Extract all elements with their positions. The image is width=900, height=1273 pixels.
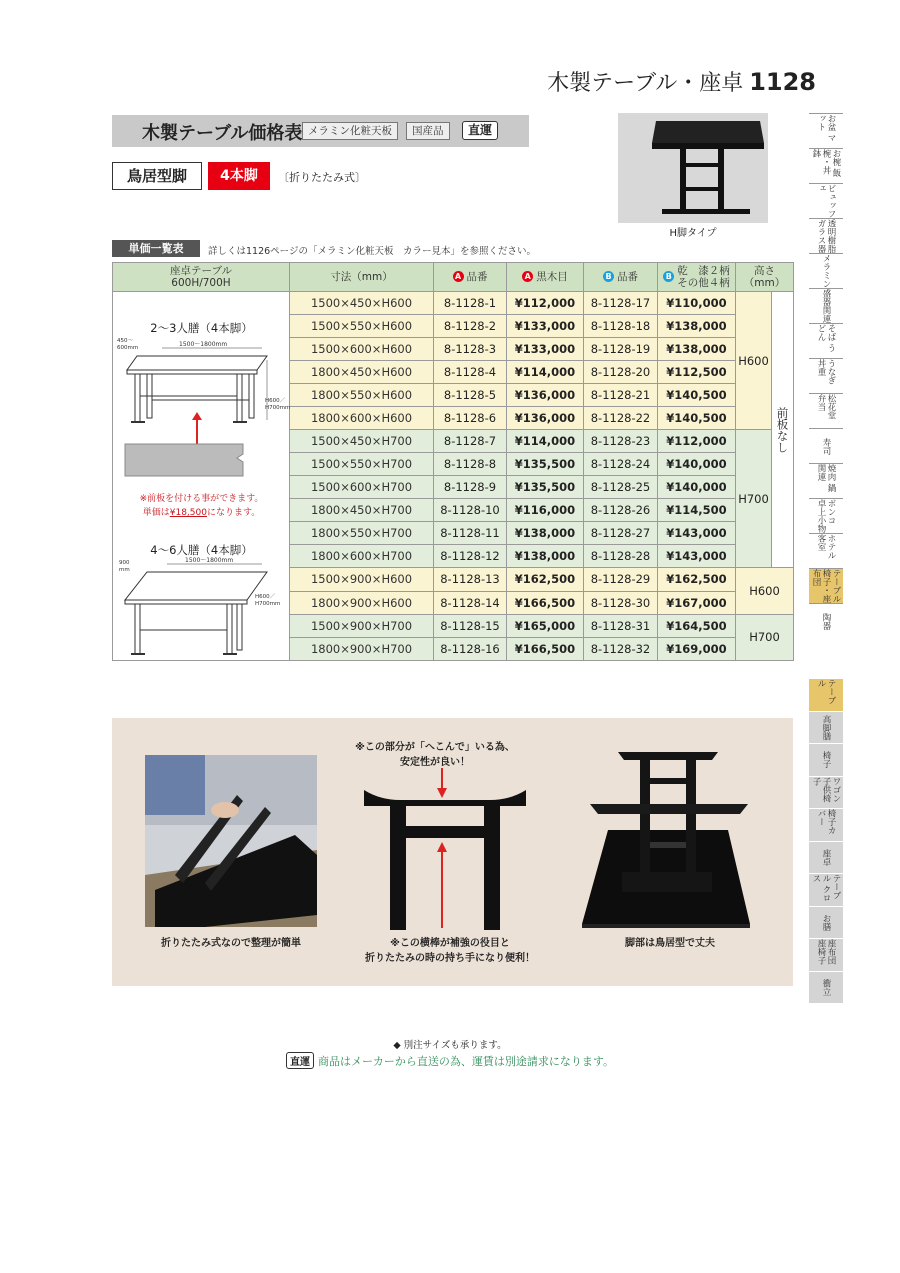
b-code-cell: 8-1128-32	[584, 638, 658, 661]
subindex-tab[interactable]: 座卓	[809, 841, 843, 874]
index-tab[interactable]: 寿司	[809, 428, 843, 463]
b-price-cell: ¥162,500	[658, 568, 736, 591]
height-dim-label-a: H600／	[265, 398, 286, 404]
b-price-cell: ¥138,000	[658, 315, 736, 338]
b-code-cell: 8-1128-31	[584, 614, 658, 637]
small-table-drawing	[117, 338, 291, 452]
no-front-board-cell: 前板なし	[772, 292, 794, 568]
a-code-cell: 8-1128-15	[434, 614, 507, 637]
dim-cell: 1800×900×H600	[290, 591, 434, 614]
page-number: 1128	[749, 68, 816, 96]
large-height-dim-label-a: H600／	[255, 594, 276, 600]
header-title: 木製テーブル・座卓	[547, 71, 744, 96]
a-price-cell: ¥165,000	[507, 614, 584, 637]
height-h600-cell-2: H600	[736, 568, 794, 614]
price-table	[112, 262, 794, 661]
a-code-cell: 8-1128-13	[434, 568, 507, 591]
a-code-cell: 8-1128-1	[434, 292, 507, 315]
melamine-tag: メラミン化粧天板	[302, 122, 398, 140]
dim-cell: 1500×550×H600	[290, 315, 434, 338]
front-board-note: ※前板を付ける事ができます。 単価は¥18,500になります。	[139, 494, 264, 518]
b-code-cell: 8-1128-17	[584, 292, 658, 315]
dim-cell: 1500×450×H600	[290, 292, 434, 315]
b-price-cell: ¥140,500	[658, 384, 736, 407]
large-depth-dim-label-a: 900	[119, 560, 130, 566]
a-price-cell: ¥166,500	[507, 638, 584, 661]
a-price-cell: ¥166,500	[507, 591, 584, 614]
a-price-cell: ¥135,500	[507, 476, 584, 499]
b-code-cell: 8-1128-27	[584, 522, 658, 545]
a-code-cell: 8-1128-10	[434, 499, 507, 522]
b-price-cell: ¥169,000	[658, 638, 736, 661]
product-illustrations	[113, 292, 290, 661]
subindex-tab[interactable]: ワゴン 子供椅子	[809, 776, 843, 809]
front-board-drawing	[125, 442, 245, 482]
dim-cell: 1800×450×H700	[290, 499, 434, 522]
header-a-price: A 黒木目	[507, 263, 584, 292]
folding-caption: 折りたたみ式なので整理が簡単	[161, 938, 301, 949]
b-price-cell: ¥110,000	[658, 292, 736, 315]
index-tab[interactable]: 陶器	[809, 603, 843, 638]
dim-cell: 1800×600×H700	[290, 545, 434, 568]
direct-ship-tag: 直運	[462, 121, 498, 140]
large-height-dim-label-b: H700mm	[255, 601, 281, 607]
dim-cell: 1500×900×H700	[290, 614, 434, 637]
a-code-cell: 8-1128-5	[434, 384, 507, 407]
index-tab[interactable]: そば うどん	[809, 323, 843, 358]
subindex-tab[interactable]: お膳	[809, 906, 843, 939]
b-price-cell: ¥140,000	[658, 476, 736, 499]
a-price-cell: ¥114,000	[507, 430, 584, 453]
subindex-tab[interactable]: 高脚膳	[809, 711, 843, 744]
b-code-cell: 8-1128-24	[584, 453, 658, 476]
b-code-cell: 8-1128-22	[584, 407, 658, 430]
table-header-row	[113, 263, 794, 292]
page-header	[547, 66, 816, 97]
height-h600-cell: H600	[736, 292, 772, 430]
a-price-cell: ¥136,000	[507, 384, 584, 407]
unit-price-label: 単価一覧表	[112, 240, 200, 257]
b-price-cell: ¥112,500	[658, 361, 736, 384]
folding-photo-illustration	[145, 755, 317, 927]
shipping-note-text: 商品はメーカーから直送の為、運賃は別途請求になります。	[318, 1055, 614, 1068]
a-code-cell: 8-1128-16	[434, 638, 507, 661]
header-product: 座卓テーブル 600H/700H	[113, 263, 290, 292]
index-tab[interactable]: 透明樹脂 ガラス器	[809, 218, 843, 253]
index-tab-active[interactable]: テーブル 椅子・座布団	[811, 569, 841, 603]
leg-count-badge: 4本脚	[208, 162, 270, 190]
header-b-price: B 乾 漆２柄 その他４柄	[658, 263, 736, 292]
h-leg-table-illustration	[618, 113, 768, 223]
recess-note: ※この部分が「へこんで」いる為、 安定性が良い！	[355, 742, 515, 768]
a-price-cell: ¥133,000	[507, 338, 584, 361]
price-list-titlebar	[112, 115, 529, 147]
table-row	[113, 292, 794, 315]
b-code-cell: 8-1128-25	[584, 476, 658, 499]
header-height: 高さ （mm）	[736, 263, 794, 292]
a-code-cell: 8-1128-2	[434, 315, 507, 338]
leg-type-title: 鳥居型脚	[112, 162, 202, 190]
width-dim-label: 1500〜1800mm	[179, 341, 228, 348]
a-code-cell: 8-1128-7	[434, 430, 507, 453]
b-price-cell: ¥164,500	[658, 614, 736, 637]
torii-leg-caption: 脚部は鳥居型で丈夫	[625, 938, 715, 949]
a-code-cell: 8-1128-4	[434, 361, 507, 384]
dim-cell: 1800×600×H600	[290, 407, 434, 430]
b-code-cell: 8-1128-18	[584, 315, 658, 338]
b-price-cell: ¥143,000	[658, 522, 736, 545]
index-tab[interactable]: 焼肉 鍋関連	[809, 463, 843, 498]
shipping-note	[0, 1052, 900, 1069]
small-table-label: 2〜3人膳（4本脚）	[150, 321, 253, 335]
a-code-cell: 8-1128-9	[434, 476, 507, 499]
a-price-cell: ¥114,000	[507, 361, 584, 384]
folding-photo	[145, 755, 317, 927]
large-table-label: 4〜6人膳（4本脚）	[150, 543, 253, 557]
direct-ship-label: 直運	[286, 1052, 314, 1069]
subindex-tab[interactable]: 椅子カバー	[809, 808, 843, 841]
b-price-cell: ¥143,000	[658, 545, 736, 568]
custom-size-note: ◆ 別注サイズも承ります。	[393, 1040, 507, 1051]
b-code-cell: 8-1128-23	[584, 430, 658, 453]
large-width-dim-label: 1500〜1800mm	[185, 557, 234, 564]
a-code-cell: 8-1128-14	[434, 591, 507, 614]
subcategory-index-tabs	[809, 678, 843, 1003]
dim-cell: 1800×450×H600	[290, 361, 434, 384]
index-tab[interactable]: 盛器関連	[809, 288, 843, 323]
b-price-cell: ¥114,500	[658, 499, 736, 522]
height-h700-cell: H700	[736, 430, 772, 568]
height-h700-cell-2: H700	[736, 614, 794, 660]
b-code-cell: 8-1128-20	[584, 361, 658, 384]
index-tab[interactable]: お椀 飯椀・丼 鉢	[809, 148, 843, 183]
category-index-tabs	[809, 113, 843, 638]
dim-cell: 1500×600×H700	[290, 476, 434, 499]
index-tab[interactable]: ビュッフェ	[809, 183, 843, 218]
a-price-cell: ¥138,000	[507, 522, 584, 545]
large-table-drawing	[117, 557, 287, 660]
subindex-tab[interactable]: 椅子	[809, 743, 843, 776]
a-code-cell: 8-1128-6	[434, 407, 507, 430]
header-a-code: A 品番	[434, 263, 507, 292]
subindex-tab[interactable]: 座布団 座椅子	[809, 938, 843, 971]
dim-cell: 1500×600×H600	[290, 338, 434, 361]
subindex-tab[interactable]: 衝立	[809, 971, 843, 1004]
b-price-cell: ¥112,000	[658, 430, 736, 453]
a-code-cell: 8-1128-11	[434, 522, 507, 545]
dim-cell: 1500×550×H700	[290, 453, 434, 476]
a-price-cell: ¥116,000	[507, 499, 584, 522]
b-code-cell: 8-1128-26	[584, 499, 658, 522]
index-tab[interactable]: 松花堂 弁当	[809, 393, 843, 428]
a-code-cell: 8-1128-3	[434, 338, 507, 361]
a-price-cell: ¥162,500	[507, 568, 584, 591]
unit-price-note: 詳しくは1126ページの「メラミン化粧天板 カラー見本」を参照ください。	[208, 246, 536, 257]
height-dim-label-b: H700mm	[265, 405, 291, 411]
b-price-cell: ¥140,000	[658, 453, 736, 476]
index-tab[interactable]: メラミン	[809, 253, 843, 288]
b-price-cell: ¥138,000	[658, 338, 736, 361]
domestic-tag: 国産品	[406, 122, 450, 140]
b-code-cell: 8-1128-28	[584, 545, 658, 568]
index-tab[interactable]: お盆 マット	[809, 113, 843, 148]
torii-leg-diagram	[360, 768, 530, 930]
large-depth-dim-label-b: mm	[119, 567, 130, 573]
torii-leg-photo	[578, 752, 760, 930]
crossbar-note: ※この横棒が補強の役目と 折りたたみの時の持ち手になり便利！	[365, 938, 535, 964]
index-tab[interactable]: ボンコ 卓上小物	[809, 498, 843, 533]
price-list-title: 木製テーブル価格表	[142, 123, 303, 144]
dim-cell: 1500×450×H700	[290, 430, 434, 453]
subindex-tab-active[interactable]: テーブル	[809, 678, 843, 711]
a-price-cell: ¥112,000	[507, 292, 584, 315]
a-price-cell: ¥138,000	[507, 545, 584, 568]
b-price-cell: ¥167,000	[658, 591, 736, 614]
dim-cell: 1500×900×H600	[290, 568, 434, 591]
a-code-cell: 8-1128-8	[434, 453, 507, 476]
a-price-cell: ¥136,000	[507, 407, 584, 430]
b-code-cell: 8-1128-21	[584, 384, 658, 407]
header-b-code: B 品番	[584, 263, 658, 292]
h-leg-table-photo	[618, 113, 768, 223]
index-tab[interactable]: ホテル 客室	[809, 533, 843, 568]
dim-cell: 1800×550×H700	[290, 522, 434, 545]
dim-cell: 1800×550×H600	[290, 384, 434, 407]
depth-dim-label-a: 450〜	[117, 338, 133, 344]
folding-note: 〔折りたたみ式〕	[278, 171, 366, 184]
index-tab[interactable]: うなぎ 丼重	[809, 358, 843, 393]
dim-cell: 1800×900×H700	[290, 638, 434, 661]
b-code-cell: 8-1128-29	[584, 568, 658, 591]
h-leg-caption: H脚タイプ	[669, 228, 717, 239]
b-price-cell: ¥140,500	[658, 407, 736, 430]
header-dimension: 寸法（mm）	[290, 263, 434, 292]
b-code-cell: 8-1128-19	[584, 338, 658, 361]
b-code-cell: 8-1128-30	[584, 591, 658, 614]
a-code-cell: 8-1128-12	[434, 545, 507, 568]
a-price-cell: ¥135,500	[507, 453, 584, 476]
depth-dim-label-b: 600mm	[117, 345, 139, 351]
a-price-cell: ¥133,000	[507, 315, 584, 338]
subindex-tab[interactable]: テーブル クロス	[809, 873, 843, 906]
